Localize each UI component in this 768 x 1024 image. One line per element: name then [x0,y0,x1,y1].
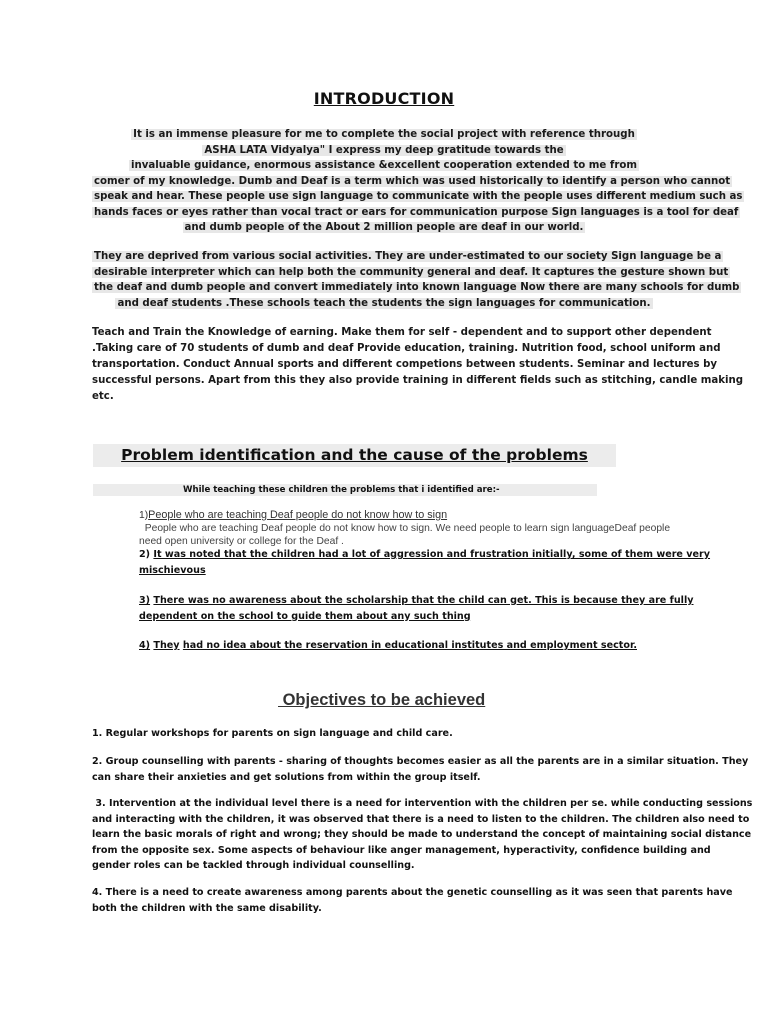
objective-item-2: 2. Group counselling with parents - sharing of thoughts becomes easier as all the parents are in a similar situation. They can share their anxieties and get solutions from within the group itself. [92,756,749,783]
problem-description: People who are teaching Deaf people do not know how to sign. We need people to learn sign languageDeaf people need open university or college for the Deaf . [139,523,671,547]
intro-p1-line: comer of my knowledge. Dumb and Deaf is a term which was used historically to identify a person who cannot [94,175,731,187]
intro-paragraph-1 [92,127,743,236]
problem-text: mischievous [139,564,206,576]
problem-text: It was noted that the children had a lot of aggression and frustration initially, some of them were very [153,549,711,560]
intro-p1-line: hands faces or eyes rather than vocal tract or ears for communication purpose Sign languages is a tool for deaf [94,206,739,218]
problem-heading: Problem identification and the cause of the problems [121,446,588,464]
intro-p1-line: and dumb people of the About 2 million people are deaf in our world. [184,222,584,233]
problem-number: 3) [139,595,151,606]
intro-p3-line: .Taking care of 70 students of dumb and deaf Provide education, training. Nutrition food, school uniform and [92,343,721,354]
problem-number: 1) [139,510,149,521]
page-title: INTRODUCTION [313,89,455,108]
intro-p1-line: invaluable guidance, enormous assistance &excellent cooperation extended to me from [131,160,637,171]
problem-number: 4) [139,640,151,651]
intro-p1-line: ASHA LATA Vidyalya" I express my deep gratitude towards the [204,144,564,156]
intro-p2-line: They are deprived from various social activities. They are under-estimated to our society Sign language be a [94,251,722,262]
intro-paragraph-3 [92,325,744,405]
problem-text: had no idea about the reservation in educational institutes and employment sector. [182,640,637,651]
problem-number: 2) [139,549,151,560]
problem-item-1 [139,509,679,548]
problem-subheading: While teaching these children the problems that i identified are:- [183,485,500,495]
problem-text: There was no awareness about the scholarship that the child can get. This is because they are fully [153,595,694,606]
problem-item-2 [139,547,711,578]
intro-p3-line: Teach and Train the Knowledge of earning. Make them for self - dependent and to support other dependent [92,327,712,338]
problem-text: dependent on the school to guide them about any such thing [139,610,471,622]
intro-p2-line: and deaf students .These schools teach the students the sign languages for communication. [117,297,651,309]
problem-keyword: They [153,640,180,651]
intro-p1-line: It is an immense pleasure for me to complete the social project with reference through [133,129,635,140]
objectives-heading: Objectives to be achieved [278,691,486,709]
objective-item-1: 1. Regular workshops for parents on sign language and child care. [92,728,453,739]
objective-item-3: 3. Intervention at the individual level there is a need for intervention with the children per se. while conducting sessions and interacting with the children, it was observed that there is a need to listen to the children. The children also need to learn the basic morals of right and wrong; they should be made to understand the concept of maintaining social distance from the opposite sex. Some aspects of behaviour like anger management, hyperactivity, confidence building and gender roles can be tackled through individual counselling. [92,798,753,871]
intro-p3-line: etc. [92,391,114,402]
intro-p2-line: desirable interpreter which can help both the community general and deaf. It captures the gesture shown but [94,266,729,278]
intro-p3-line: transportation. Conduct Annual sports and different competions between students. Seminar and lectures by [92,359,718,370]
problem-title: People who are teaching Deaf people do not know how to sign [148,509,448,521]
problem-item-3 [139,593,699,624]
intro-p3-line: successful persons. Apart from this they also provide training in different fields such as stitching, candle making [92,375,744,386]
problem-item-4 [139,638,699,654]
intro-paragraph-2 [92,249,740,311]
objective-item-4: 4. There is a need to create awareness among parents about the genetic counselling as it was seen that parents have both the children with the same disability. [92,887,733,914]
intro-p1-line: speak and hear. These people use sign language to communicate with the people uses different medium such as [94,191,743,202]
intro-p2-line: the deaf and dumb people and convert immediately into known language Now there are many schools for dumb [94,282,740,293]
